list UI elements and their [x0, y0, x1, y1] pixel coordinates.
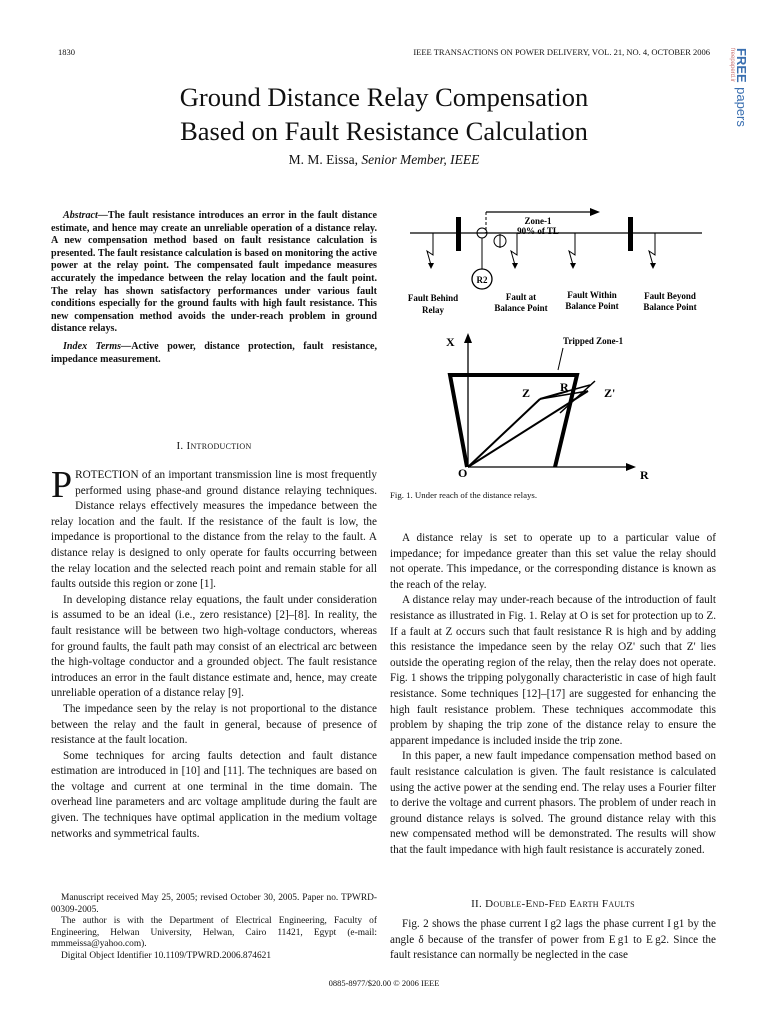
point-zprime-label: Z': [604, 386, 616, 400]
tripped-zone-label: Tripped Zone-1: [563, 336, 624, 346]
copyright-footer: 0885-8977/$20.00 © 2006 IEEE: [328, 978, 440, 988]
axis-r-label: R: [640, 468, 649, 482]
footnotes: Manuscript received May 25, 2005; revised October 30, 2005. Paper no. TPWRD-00309-2005. The author is with the Department of Electrical Engineering, Faculty of Engineering, Helwan University, Helwan, Cairo 11421, Egypt (e-mail: mmmeissa@yahoo.com). Digital Object Identifier 10.1109/TPWRD.2006.874621: [51, 893, 377, 961]
drop-cap: P: [51, 464, 73, 506]
breaker-right: [628, 217, 633, 251]
figure-1-caption: Fig. 1. Under reach of the distance relays.: [390, 490, 538, 500]
figure-1: [390, 203, 720, 485]
label-fault-behind: Fault Behind Relay: [407, 293, 459, 315]
origin-label: O: [458, 466, 468, 480]
section-heading-double-end-fed: II. Double-End-Fed Earth Faults: [471, 898, 635, 910]
right-column-body: A distance relay is set to operate up to a particular value of impedance; for impedance greater than this set value the relay should not operate. This impedance, or the corresponding distance is known as the reach of the relay. A distance relay may under-reach because of the introduction of fault resistance as illustrated in Fig. 1. Relay at O is set for protection up to Z. If a fault at Z occurs such that fault resistance R is high and by adding this resistance the impedance seen by the relay OZ' such that Z' lies outside the operating region of the relay, then the relay does not operate. Fig. 1 shows the tripping polygonally characteristic in case of high fault resistance. Some techniques [12]–[17] are suggested for enhancing the high fault resistance problem. These techniques accommodate this problem by shaping the trip zone of the distance relay to ensure the apparent impedance is included inside the trip zone. In this paper, a new fault impedance compensation method based on fault resistance calculation is given. The fault resistance is calculated using the active power at the sending end. The relay uses a Fourier filter to derive the voltage and current phasors. The problem of under reach in ground distance relays is solved. The ground distance relay with this new compensated method will be demonstrated. The results will show that the fault impedance with high fault resistance is accurately zoned.: [390, 532, 716, 856]
svg-text:R2: R2: [476, 275, 488, 285]
section2-body: Fig. 2 shows the phase current I g2 lags the phase current I g1 by the angle δ because of the transfer of power from E g1 to E g2. Since the fault resistance can normally be neglected in the case: [390, 918, 716, 962]
watermark-logo: FREE papers freepaperd.ir: [729, 48, 749, 127]
left-column-body: PROTECTION of an important transmission line is most frequently performed using phase-and ground distance relaying techniques. Distance relays effectively measures the impedance between the relay location and the fault. If the resistance of the fault is low, the impedance is proportional to the distance from the relay to the fault. A distance relay is designed to only operate for faults occurring between the relay location and the selected reach point and remain stable for all faults outside this region or zone [1]. In developing distance relay equations, the fault under consideration is assumed to be an ideal (i.e., zero resistance) [2]–[8]. In reality, the fault resistance will be between two high-voltage conductors, whereas for ground faults, the fault path may consist of an electrical arc between the high-voltage conductor and a grounded object. The fault resistance introduces an error in the fault distance estimate and, hence, may create unreliable operation of a distance relay [9]. The impedance seen by the relay is not proportional to the distance between the relay and the fault in general, because of presence of resistance at the fault location. Some techniques for arcing faults detection and fault distance estimation are introduced in [10] and [11]. The techniques are based on the voltage and current at one terminal in the time domain. The overhead line parameters and arc voltage amplitude during the fault are given. The techniques have optimal application in the medium voltage networks and symmetrical faults.: [51, 464, 377, 840]
zone-percent: 90% of TL: [517, 226, 559, 236]
paper-title: Ground Distance Relay Compensation Based on Fault Resistance Calculation: [179, 82, 589, 146]
label-fault-balance: Fault at Balance Point: [494, 292, 548, 313]
abstract: Abstract—The fault resistance introduces an error in the fault distance estimate, and hence may create an unreliable operation of a distance relay. A new compensation method based on fault resistance calculation is presented. The fault resistance calculation is based on monitoring the active power at the relay point. The compensated fault impedance measures accurately the impedance between the relay location and the fault point. The relay has shown satisfactory performances under various fault conditions especially for the ground faults with high fault resistance. This new compensation method avoids the under-reach problem in ground distance relays. Index Terms—Active power, distance protection, fault resistance, impedance measurement.: [51, 210, 377, 365]
label-fault-within: Fault Within Balance Point: [565, 290, 619, 311]
journal-header: IEEE TRANSACTIONS ON POWER DELIVERY, VOL. 21, NO. 4, OCTOBER 2006: [413, 47, 710, 57]
page-number: 1830: [58, 47, 75, 57]
point-z-label: Z: [522, 386, 531, 400]
axis-x-label: X: [446, 335, 455, 349]
author-line: M. M. Eissa, Senior Member, IEEE: [288, 152, 480, 167]
point-r-label: R: [560, 380, 569, 394]
zone-label: Zone-1: [524, 216, 552, 226]
label-fault-beyond: Fault Beyond Balance Point: [643, 291, 697, 312]
breaker-left: [456, 217, 461, 251]
trip-zone-polygon: [450, 375, 577, 467]
section-heading-introduction: I. Introduction: [176, 440, 252, 452]
